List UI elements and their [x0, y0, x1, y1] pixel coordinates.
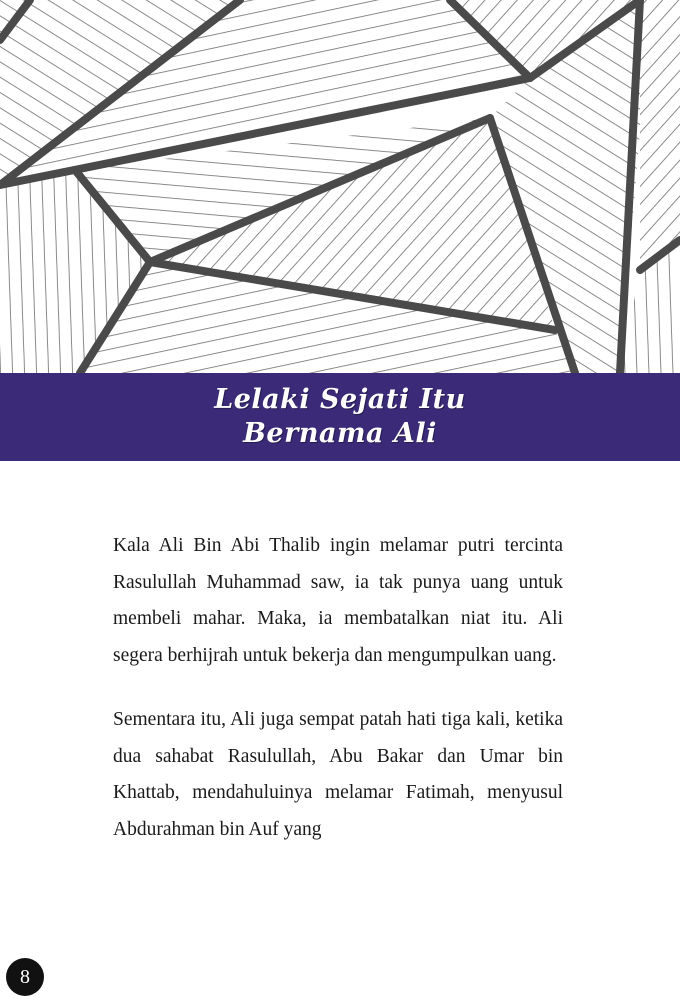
body-paragraph-1: Kala Ali Bin Abi Thalib ingin melamar putri tercinta Rasulullah Muhammad saw, ia tak punya uang untuk membeli mahar. Maka, ia membatalkan niat itu. Ali segera berhijrah untuk bekerja dan mengumpulkan uang. [113, 535, 563, 666]
chapter-body [113, 528, 563, 876]
body-paragraph-2: Sementara itu, Ali juga sempat patah hati tiga kali, ketika dua sahabat Rasulullah, Abu Bakar dan Umar bin Khattab, mendahuluinya melamar Fatimah, menyusul Abdurahman bin Auf yang [113, 709, 563, 840]
chapter-title-band [0, 373, 680, 461]
geometric-line-pattern [0, 0, 680, 373]
chapter-title-line-2: Bernama Ali [243, 418, 437, 449]
chapter-title-line-1: Lelaki Sejati Itu [214, 384, 466, 415]
page-number-badge: 8 [6, 958, 44, 996]
